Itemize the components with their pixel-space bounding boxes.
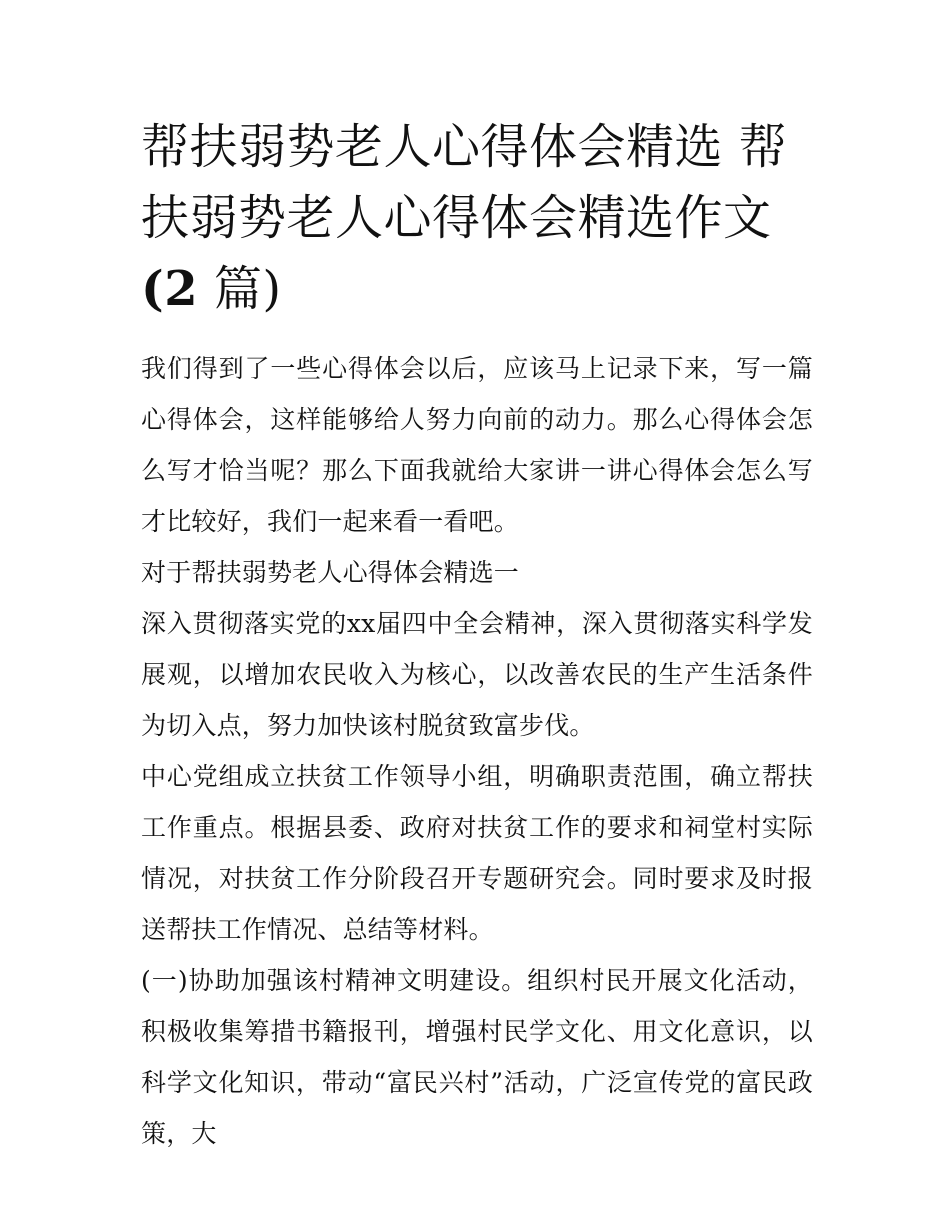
title-line-3-number: (2 [141,261,199,317]
title-line-2: 扶弱势老人心得体会精选作文 [141,190,772,246]
section-heading: 对于帮扶弱势老人心得体会精选一 [141,558,520,587]
paragraph-intro: 我们得到了一些心得体会以后，应该马上记录下来，写一篇心得体会，这样能够给人努力向前的动力。那么心得体会怎么写才恰当呢？那么下面我就给大家讲一讲心得体会怎么写才比较好，我们一起来看一看吧。 [141,354,813,536]
document-page [141,112,813,1159]
paragraph: (一)协助加强该村精神文明建设。组织村民开展文化活动，积极收集筹措书籍报刊，增强村民学文化、用文化意识，以科学文化知识，带动“富民兴村”活动，广泛宣传党的富民政策，大 [141,966,813,1148]
paragraph: 深入贯彻落实党的xx届四中全会精神，深入贯彻落实科学发展观，以增加农民收入为核心，以改善农民的生产生活条件为切入点，努力加快该村脱贫致富步伐。 [141,609,813,740]
document-title [141,112,813,325]
title-line-3-text: 篇) [198,261,282,317]
paragraph: 中心党组成立扶贫工作领导小组，明确职责范围，确立帮扶工作重点。根据县委、政府对扶贫工作的要求和祠堂村实际情况，对扶贫工作分阶段召开专题研究会。同时要求及时报送帮扶工作情况、总结等材料。 [141,762,813,944]
document-body [141,343,813,1159]
title-line-1: 帮扶弱势老人心得体会精选 帮 [141,119,788,175]
